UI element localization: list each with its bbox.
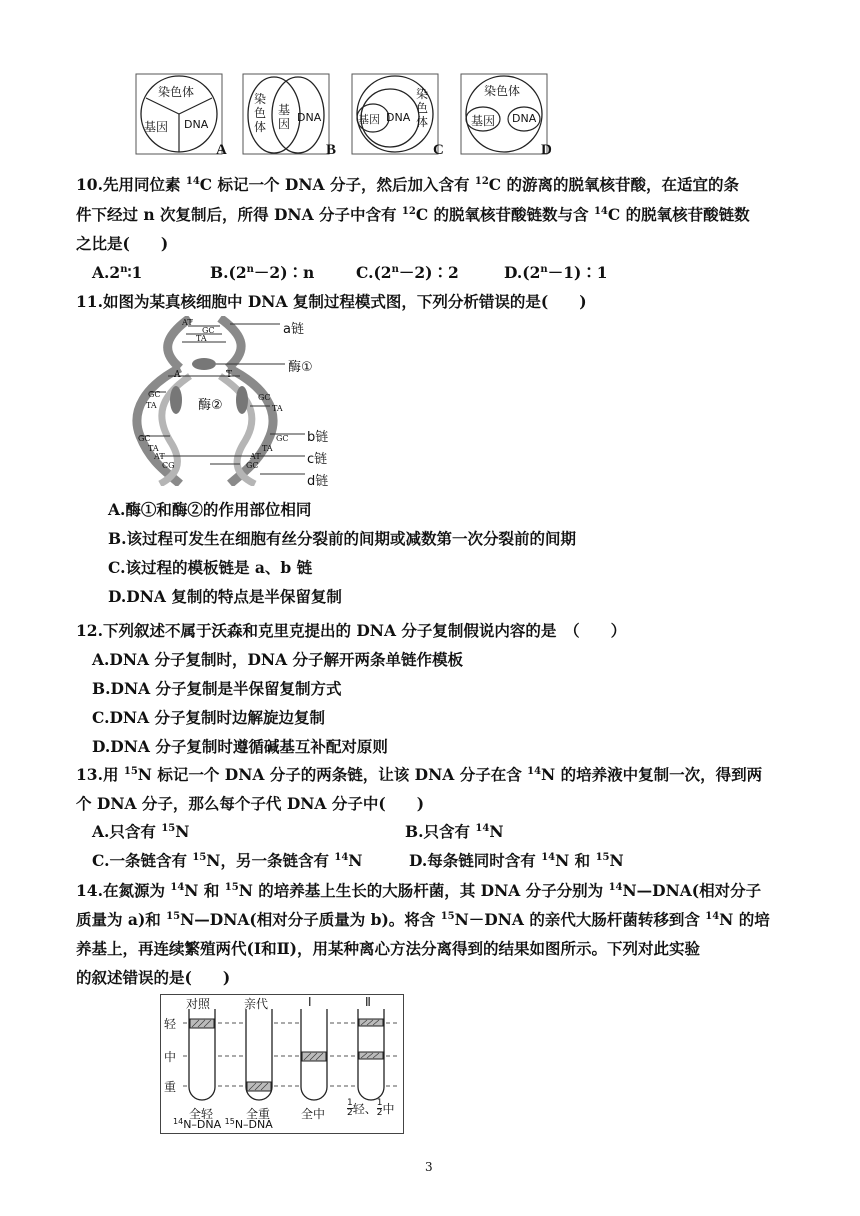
q14-line-3: 养基上，再连续繁殖两代(Ⅰ和Ⅱ)，用某种离心方法分离得到的结果如图所示。下列对此实验	[76, 939, 700, 958]
text: N–DNA	[234, 1118, 273, 1131]
q12-option-b: B.DNA 分子复制是半保留复制方式	[92, 679, 342, 698]
enzyme-1-label: 酶①	[288, 360, 313, 375]
char: 色	[416, 101, 429, 115]
text: N	[489, 822, 504, 841]
text: N–DNA	[183, 1118, 225, 1131]
text: C 的游离的脱氧核苷酸，在适宜的条	[488, 175, 740, 194]
base-pair-label: TA	[148, 444, 159, 453]
text: B.(2	[210, 263, 247, 282]
superscript: 14	[475, 823, 490, 834]
q13-line-2: 个 DNA 分子，那么每个子代 DNA 分子中( )	[76, 794, 425, 813]
superscript: 15	[224, 1117, 235, 1126]
superscript: 14	[170, 882, 185, 893]
dna-type-labels	[173, 1118, 273, 1131]
strand-d-label: d链	[307, 474, 329, 489]
text: N 和	[184, 881, 225, 900]
strand-a-label: a链	[283, 322, 304, 337]
text: N 标记一个 DNA 分子的两条链，让该 DNA 分子在含	[137, 765, 528, 784]
text: N	[348, 851, 363, 870]
superscript: 15	[166, 911, 181, 922]
q13-option-b	[405, 822, 504, 842]
text: N－DNA 的亲代大肠杆菌转移到含	[454, 910, 706, 929]
q13-option-d	[409, 851, 624, 871]
q13-option-c	[92, 851, 362, 871]
venn-letter-a: A	[216, 142, 227, 158]
char: 染	[254, 92, 267, 106]
base-pair-label: TA	[272, 404, 283, 413]
base-pair-label: TA	[146, 401, 157, 410]
q14-line-1	[76, 881, 761, 901]
q10-option-d	[504, 263, 608, 283]
venn-c-dna: DNA	[386, 111, 411, 124]
q10-option-b	[210, 263, 314, 283]
venn-a-dna: DNA	[184, 118, 209, 131]
text: D.(2	[504, 263, 541, 282]
text: N，另一条链含有	[206, 851, 335, 870]
text: －2)∶n	[253, 263, 315, 282]
enzyme-2-label: 酶②	[198, 398, 223, 413]
text: A.只含有	[92, 822, 162, 841]
text: C.一条链含有	[92, 851, 193, 870]
text: C 的脱氧核苷酸链数与含	[415, 205, 594, 224]
strand-b-label: b链	[307, 430, 329, 445]
q11-stem: 11.如图为某真核细胞中 DNA 复制过程模式图，下列分析错误的是( )	[76, 292, 587, 311]
superscript: n	[246, 264, 254, 275]
superscript: 15	[224, 882, 239, 893]
superscript: 14	[541, 852, 556, 863]
superscript: n	[120, 264, 128, 275]
level-light: 轻	[164, 1017, 177, 1031]
superscript: 15	[440, 911, 455, 922]
char: 染	[416, 87, 429, 101]
char: 色	[254, 106, 267, 120]
text: 14.在氮源为	[76, 881, 171, 900]
base-pair-label: AT	[154, 452, 165, 461]
text: C.(2	[356, 263, 392, 282]
superscript: 14	[593, 206, 608, 217]
venn-letter-c: C	[433, 142, 444, 158]
text: A.2	[92, 263, 121, 282]
venn-c-gene: 基因	[358, 113, 380, 126]
result-gen1: 全中	[301, 1107, 326, 1121]
level-heavy: 重	[164, 1080, 177, 1094]
text: ∶1	[127, 263, 143, 282]
text: N 的培养液中复制一次，得到两	[541, 765, 763, 784]
result-parent: 全重	[246, 1107, 271, 1121]
text: N 和	[555, 851, 596, 870]
base-pair-label: AT	[250, 452, 261, 461]
centrifuge-figure	[160, 994, 404, 1134]
text: N—DNA(相对分子质量为 b)。将含	[180, 910, 441, 929]
superscript: 14	[334, 852, 349, 863]
base-pair-label: AT	[182, 318, 193, 327]
superscript: 15	[161, 823, 176, 834]
q10-line-1	[76, 175, 739, 195]
venn-d-gene: 基因	[471, 114, 496, 128]
text: D.每条链同时含有	[409, 851, 542, 870]
venn-a-chromosome: 染色体	[158, 85, 195, 99]
q12-option-a: A.DNA 分子复制时，DNA 分子解开两条单链作模板	[92, 650, 463, 669]
venn-b-gene: 基 因	[278, 103, 291, 131]
superscript: n	[540, 264, 548, 275]
q13-line-1	[76, 765, 762, 785]
superscript: 12	[401, 206, 416, 217]
superscript: n	[391, 264, 399, 275]
text: 13.用	[76, 765, 124, 784]
text: N 的培	[719, 910, 770, 929]
q13-option-a	[92, 822, 189, 842]
base-pair-label: GC	[276, 434, 289, 443]
venn-letter-d: D	[541, 142, 552, 158]
venn-letter-b: B	[326, 142, 337, 158]
superscript: 15	[595, 852, 610, 863]
superscript: 14	[608, 882, 623, 893]
result-gen2	[347, 1099, 395, 1118]
base-pair-label: GC	[138, 434, 151, 443]
result-control: 全轻	[189, 1107, 214, 1121]
text: B.只含有	[405, 822, 476, 841]
base-label: A	[174, 370, 181, 380]
tube-header-parent: 亲代	[244, 997, 269, 1011]
char: 体	[254, 120, 267, 134]
venn-d-chromosome: 染色体	[484, 84, 521, 98]
base-pair-label: TA	[262, 444, 273, 453]
text: N	[609, 851, 624, 870]
text: N 的培养基上生长的大肠杆菌，其 DNA 分子分别为	[238, 881, 609, 900]
q12-option-d: D.DNA 分子复制时遵循碱基互补配对原则	[92, 737, 388, 756]
venn-b-chromosome	[254, 92, 268, 134]
tube-header-gen2: Ⅱ	[365, 995, 371, 1009]
text: N—DNA(相对分子	[622, 881, 762, 900]
base-pair-label: GC	[258, 393, 271, 402]
superscript: 15	[192, 852, 207, 863]
text: 轻、	[352, 1102, 377, 1116]
venn-a-gene: 基因	[144, 120, 169, 134]
q14-line-4: 的叙述错误的是( )	[76, 968, 231, 987]
char: 体	[416, 115, 429, 129]
tube-header-control: 对照	[186, 997, 211, 1011]
level-middle: 中	[164, 1050, 177, 1064]
text: 质量为 a)和	[76, 910, 167, 929]
strand-c-label: c链	[307, 452, 328, 467]
q12-stem: 12.下列叙述不属于沃森和克里克提出的 DNA 分子复制假说内容的是 （ ）	[76, 621, 627, 640]
q12-option-c: C.DNA 分子复制时边解旋边复制	[92, 708, 325, 727]
base-pair-label: GC	[246, 461, 259, 470]
q11-option-c: C.该过程的模板链是 a、b 链	[108, 558, 313, 577]
base-pair-label: GC	[202, 326, 215, 335]
text: 中	[382, 1102, 395, 1116]
superscript: 15	[123, 766, 138, 777]
superscript: 14	[173, 1117, 184, 1126]
superscript: 12	[474, 176, 489, 187]
q14-line-2	[76, 910, 770, 930]
numerator: 1	[376, 1098, 383, 1108]
q11-option-b: B.该过程可发生在细胞有丝分裂前的间期或减数第一次分裂前的间期	[108, 529, 576, 548]
text: －1)∶1	[547, 263, 608, 282]
denominator: 2	[347, 1108, 353, 1118]
base-label: T	[226, 370, 233, 380]
text: C 标记一个 DNA 分子，然后加入含有	[199, 175, 475, 194]
venn-b-dna: DNA	[297, 111, 322, 124]
q10-line-2	[76, 205, 750, 225]
base-pair-label: TA	[196, 334, 207, 343]
base-pair-label: CG	[162, 461, 175, 470]
text: 件下经过 n 次复制后，所得 DNA 分子中含有	[76, 205, 402, 224]
page-number: 3	[425, 1160, 433, 1174]
q10-option-a	[92, 263, 142, 283]
text: N	[175, 822, 190, 841]
text: －2)∶2	[398, 263, 459, 282]
superscript: 14	[185, 176, 200, 187]
denominator: 2	[376, 1108, 383, 1118]
q10-option-c	[356, 263, 459, 283]
venn-d-dna: DNA	[512, 112, 537, 125]
text: 10.先用同位素	[76, 175, 186, 194]
text: C 的脱氧核苷酸链数	[607, 205, 750, 224]
superscript: 14	[527, 766, 542, 777]
venn-c-chromosome	[416, 87, 430, 129]
superscript: 14	[705, 911, 720, 922]
q10-line-3: 之比是( )	[76, 234, 169, 253]
q11-option-d: D.DNA 复制的特点是半保留复制	[108, 587, 342, 606]
numerator: 1	[347, 1098, 353, 1108]
q11-option-a: A.酶①和酶②的作用部位相同	[108, 500, 312, 519]
tube-header-gen1: Ⅰ	[308, 995, 312, 1009]
base-pair-label: GC	[148, 390, 161, 399]
